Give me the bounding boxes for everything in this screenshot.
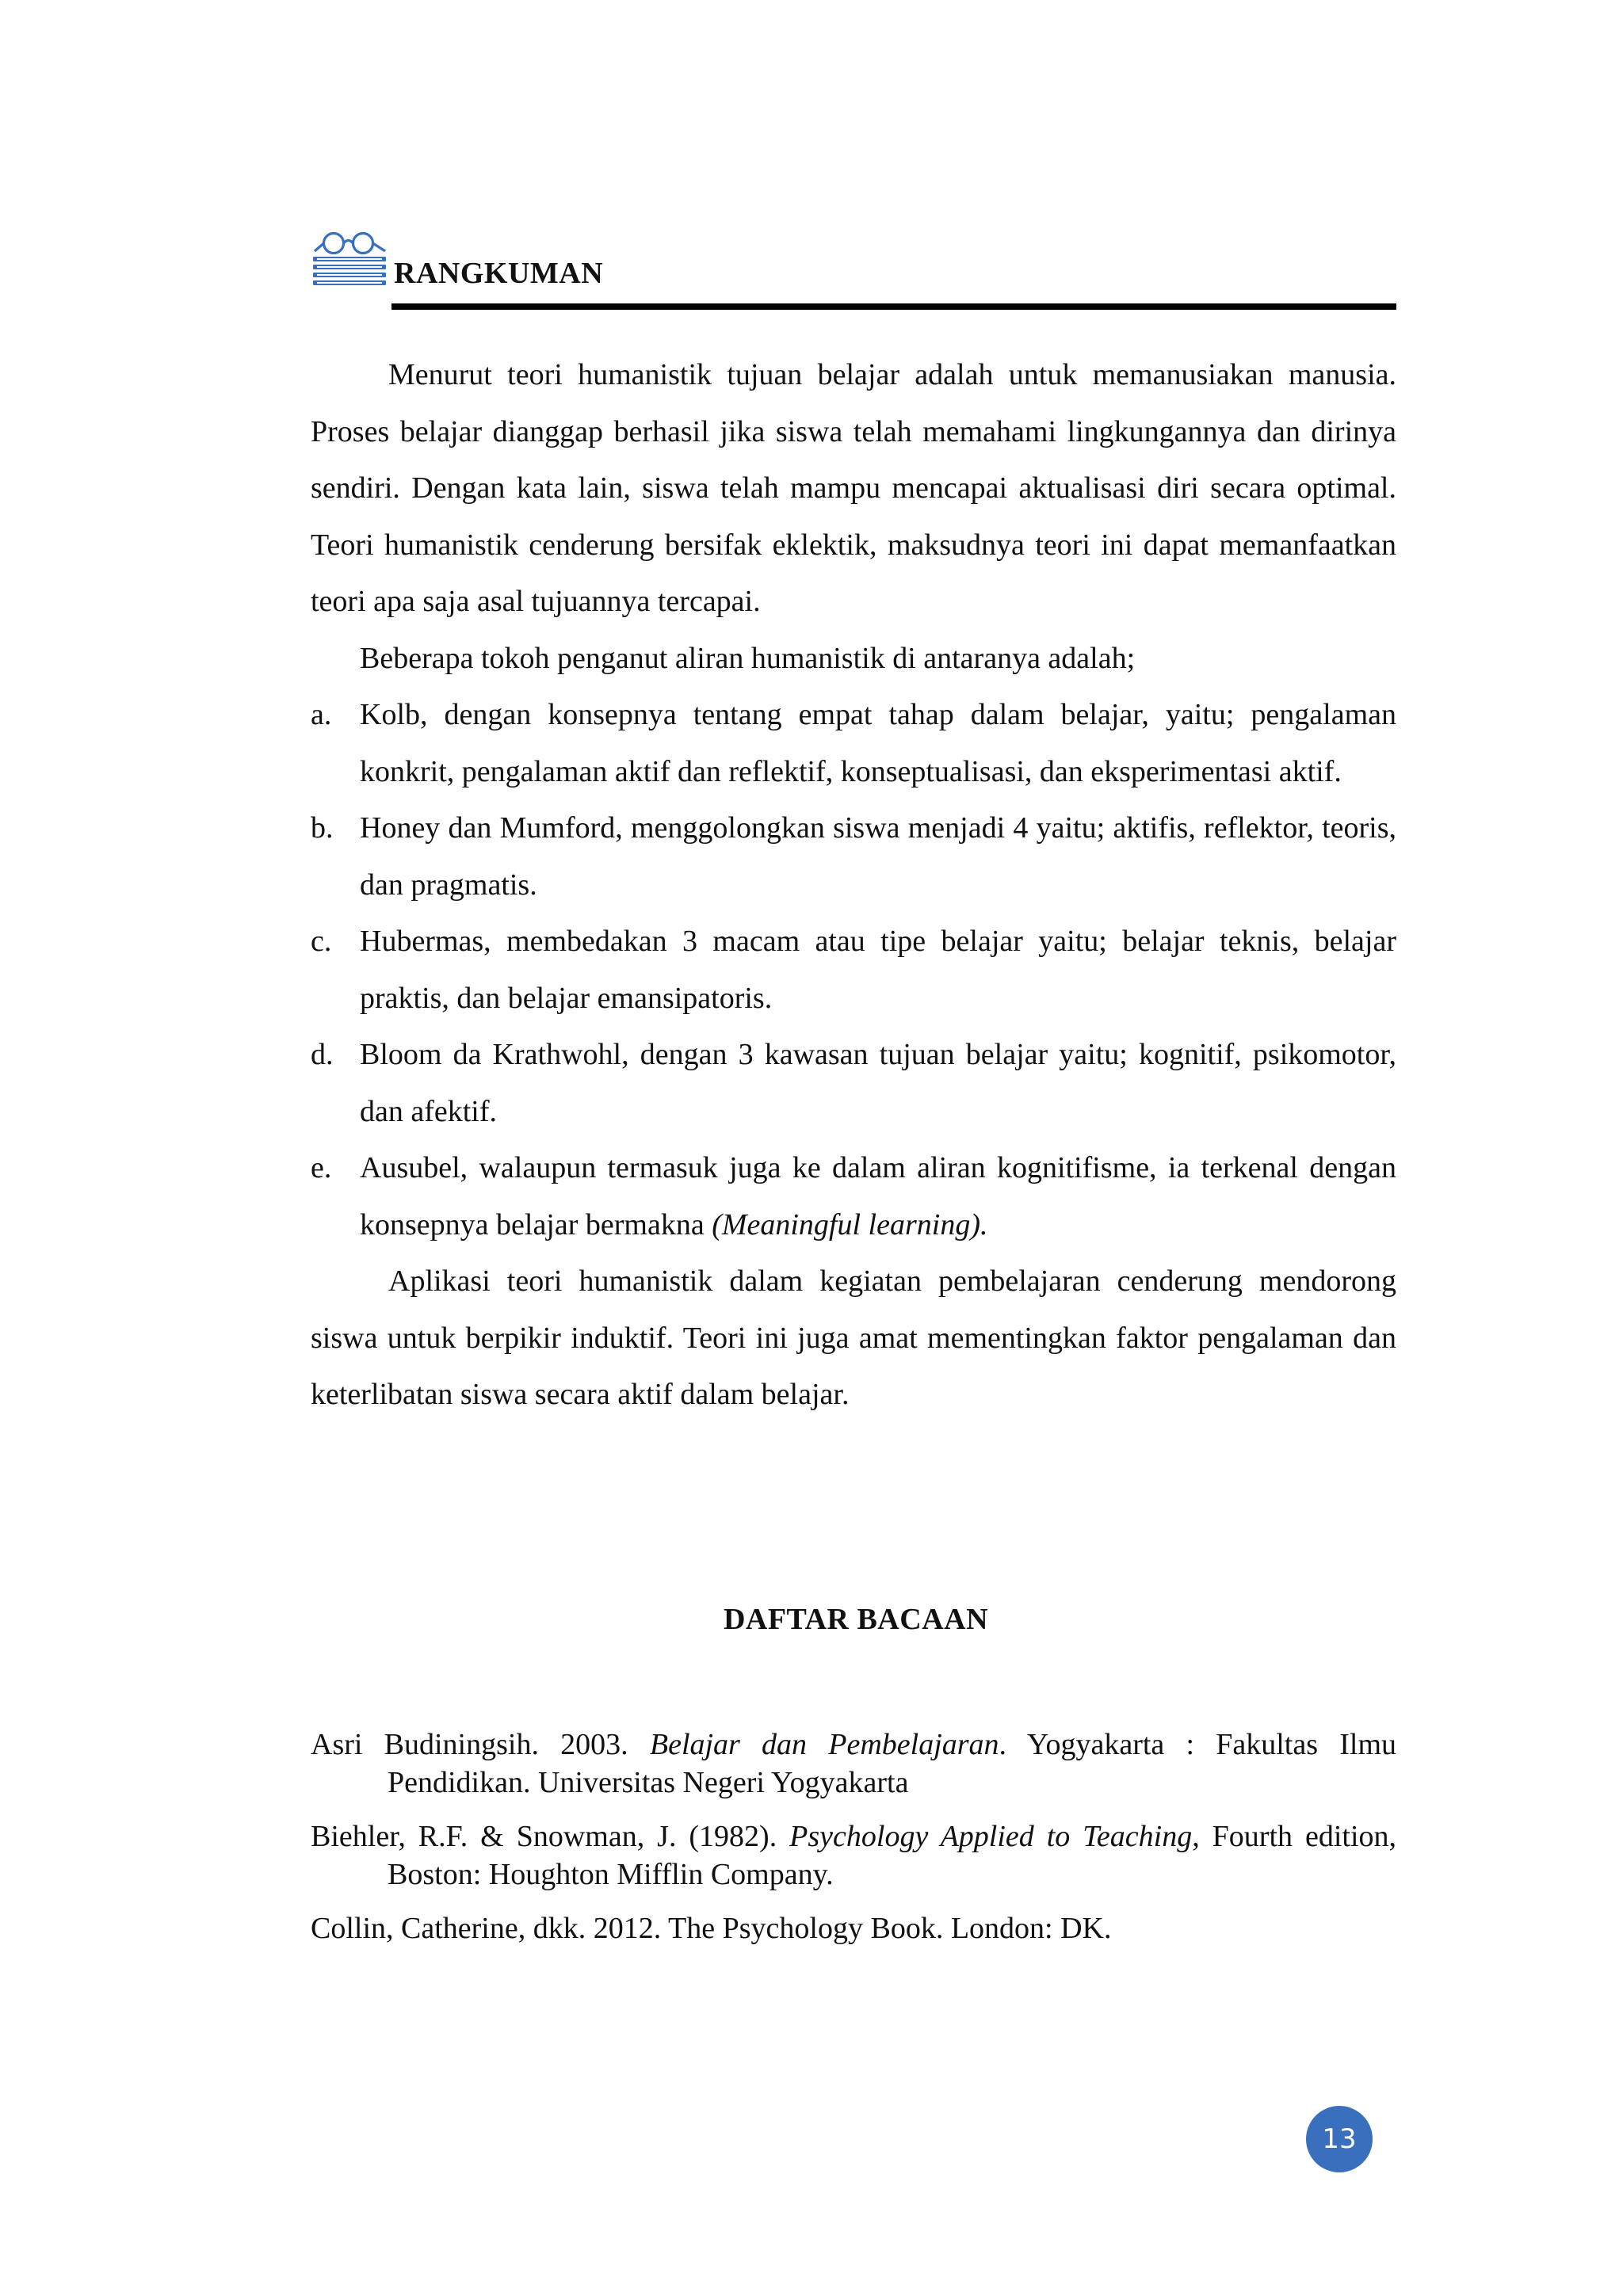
- reference-text: Asri Budiningsih. 2003.: [311, 1728, 650, 1761]
- list-item-italic-text: (Meaningful learning).: [712, 1207, 988, 1241]
- list-marker: e.: [311, 1151, 332, 1184]
- figures-list: [311, 687, 1396, 1253]
- list-marker: d.: [311, 1038, 334, 1071]
- bibliography-heading: DAFTAR BACAAN: [723, 1603, 989, 1636]
- summary-paragraph-3: Aplikasi teori humanistik dalam kegiatan pembelajaran cenderung mendorong siswa untuk berpikir induktif. Teori ini juga amat mementingkan faktor pengalaman dan keterlibatan siswa secara aktif dalam belajar.: [311, 1264, 1396, 1411]
- reference-title: Belajar dan Pembelajaran: [649, 1728, 999, 1761]
- list-item-text: Hubermas, membedakan 3 macam atau tipe belajar yaitu; belajar teknis, belajar praktis, dan belajar emansipatoris.: [360, 925, 1396, 1015]
- list-item: [311, 913, 1396, 1027]
- summary-paragraph-1: Menurut teori humanistik tujuan belajar adalah untuk memanusiakan manusia. Proses belajar dianggap berhasil jika siswa telah memahami lingkungannya dan dirinya sendiri. Dengan kata lain, siswa telah mampu mencapai aktualisasi diri secara optimal. Teori humanistik cenderung bersifak eklektik, maksudnya teori ini dapat memanfaatkan teori apa saja asal tujuannya tercapai.: [311, 358, 1396, 618]
- reference-text: Collin, Catherine, dkk. 2012. The Psychology Book. London: DK.: [311, 1912, 1112, 1945]
- list-item: [311, 800, 1396, 913]
- list-item-text: Bloom da Krathwohl, dengan 3 kawasan tujuan belajar yaitu; kognitif, psikomotor, dan afektif.: [360, 1038, 1396, 1128]
- section-title: RANGKUMAN: [394, 257, 604, 290]
- reference-item: [311, 1726, 1396, 1802]
- list-marker: c.: [311, 925, 332, 958]
- list-marker: b.: [311, 811, 334, 845]
- page-number-badge: 13: [1306, 2106, 1373, 2172]
- summary-content: [311, 347, 1396, 1424]
- list-item: [311, 1027, 1396, 1140]
- summary-paragraph-2: Beberapa tokoh penganut aliran humanistik di antaranya adalah;: [360, 641, 1136, 675]
- header-divider: [391, 303, 1396, 310]
- reference-title: Psychology Applied to Teaching: [789, 1820, 1193, 1853]
- reference-item: [311, 1817, 1396, 1894]
- bibliography-list: [311, 1726, 1396, 1963]
- list-item-text: Kolb, dengan konsepnya tentang empat tahap dalam belajar, yaitu; pengalaman konkrit, pengalaman aktif dan reflektif, konseptualisasi, dan eksperimentasi aktif.: [360, 698, 1396, 788]
- reading-glasses-book-icon: [311, 230, 390, 292]
- list-item-text: Honey dan Mumford, menggolongkan siswa menjadi 4 yaitu; aktifis, reflektor, teoris, dan pragmatis.: [360, 811, 1396, 902]
- list-item: [311, 687, 1396, 800]
- reference-text: . Yogyakarta : Fakultas Ilmu Pendidikan. Universitas Negeri Yogyakarta: [388, 1728, 1396, 1799]
- reference-text: Biehler, R.F. & Snowman, J. (1982).: [311, 1820, 790, 1853]
- list-item: [311, 1140, 1396, 1253]
- list-item-text: Ausubel, walaupun termasuk juga ke dalam aliran kognitifisme, ia terkenal dengan konsepnya belajar bermakna: [360, 1151, 1396, 1241]
- list-marker: a.: [311, 698, 332, 731]
- reference-item: [311, 1909, 1396, 1947]
- reference-text: , Fourth edition, Boston: Houghton Mifflin Company.: [388, 1820, 1397, 1891]
